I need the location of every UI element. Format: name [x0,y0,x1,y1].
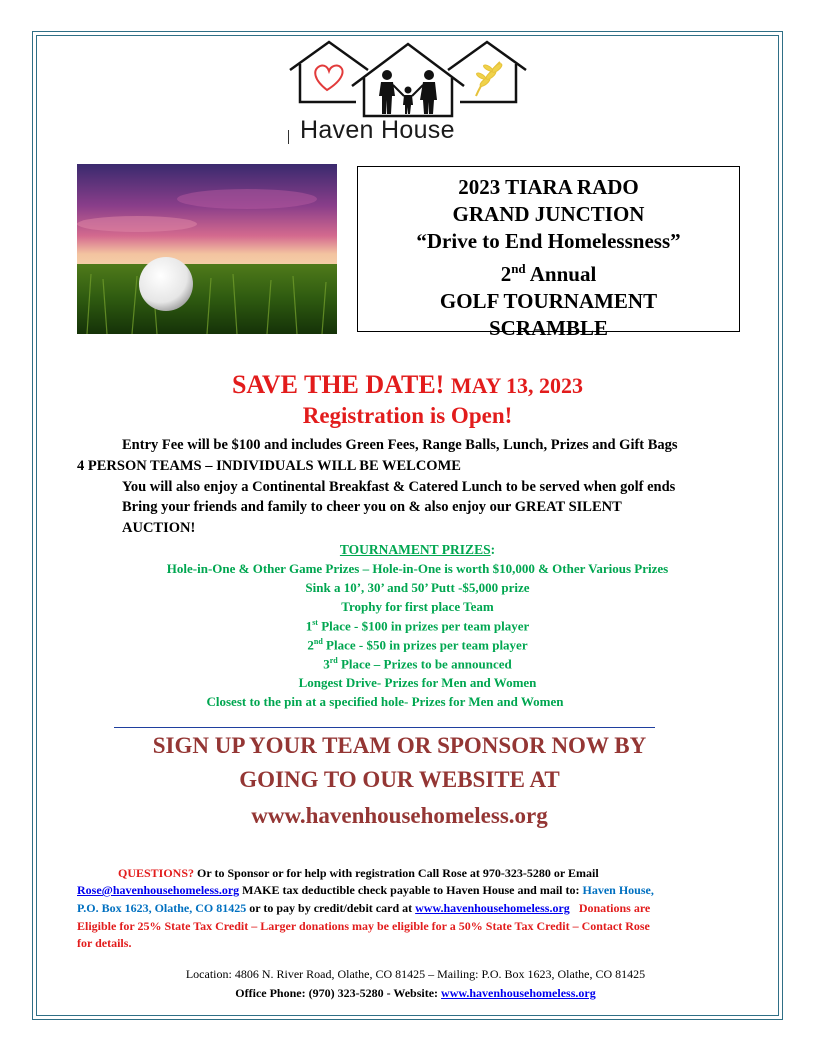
questions-line2: Rose@havenhousehomeless.org MAKE tax deductible check payable to Haven House and mail to: Haven House, [77,883,654,897]
title-line-year: 2023 TIARA RADO [458,175,639,199]
divider-line [114,727,655,728]
email-link[interactable]: Rose@havenhousehomeless.org [77,883,240,897]
signup-line2: GOING TO OUR WEBSITE AT [239,767,560,792]
signup-website[interactable]: www.havenhousehomeless.org [251,803,548,828]
signup-line1: SIGN UP YOUR TEAM OR SPONSOR NOW BY [152,733,647,758]
friends-text-line1: Bring your friends and family to cheer you on & also enjoy our GREAT SILENT [122,499,622,515]
prize-third-place: 3rd Place – Prizes to be announced [323,656,512,672]
questions-line1: QUESTIONS? Or to Sponsor or for help with registration Call Rose at 970-323-5280 or Email [118,866,599,880]
donations-line2: Eligible for 25% State Tax Credit – Larger donations may be eligible for a 50% State Tax Credit – Contact Rose [77,919,650,933]
prize-putt: Sink a 10’, 30’ and 50’ Putt -$5,000 prize [305,580,530,595]
title-line-city: GRAND JUNCTION [452,202,645,226]
logo-wordmark: Haven House [300,116,455,144]
breakfast-text: You will also enjoy a Continental Breakfast & Catered Lunch to be served when golf ends [122,479,676,495]
footer-website-link[interactable]: www.havenhousehomeless.org [441,986,596,1000]
donations-line3: for details. [77,936,132,950]
golf-ball-photo [77,164,337,334]
logo-cursor-bar [288,130,289,144]
friends-text-line2: AUCTION! [122,520,196,536]
prize-trophy: Trophy for first place Team [341,599,494,614]
entry-fee-text: Entry Fee will be $100 and includes Green Fees, Range Balls, Lunch, Prizes and Gift Bags [122,437,678,453]
prize-first-place: 1st Place - $100 in prizes per team player [305,618,530,634]
prizes-heading: TOURNAMENT PRIZES: [339,542,496,557]
mailing-address-2: P.O. Box 1623, Olathe, CO 81425 [77,901,247,915]
heart-icon [315,65,342,90]
prize-second-place: 2nd Place - $50 in prizes per team player [307,637,528,653]
title-line-annual: 2nd Annual [500,261,597,286]
prize-closest-pin: Closest to the pin at a specified hole- Prizes for Men and Women [206,694,564,709]
title-line-scramble: SCRAMBLE [488,316,609,340]
title-line-tournament: GOLF TOURNAMENT [439,289,658,313]
mailing-address-1: Haven House, [582,883,654,897]
wheat-icon [476,62,504,96]
payment-website-link[interactable]: www.havenhousehomeless.org [415,901,570,915]
prize-longest-drive: Longest Drive- Prizes for Men and Women [298,675,537,690]
title-line-slogan: “Drive to End Homelessness” [416,229,681,253]
footer-office: Office Phone: (970) 323-5280 - Website: www.havenhousehomeless.org [235,986,596,1000]
save-the-date-heading: SAVE THE DATE! MAY 13, 2023 [231,370,584,399]
house-right [448,42,526,102]
family-icon [379,70,437,114]
questions-label: QUESTIONS? [118,866,195,880]
registration-open-heading: Registration is Open! [302,403,513,428]
prize-hole-in-one: Hole-in-One & Other Game Prizes – Hole-in-One is worth $10,000 & Other Various Prizes [166,561,669,576]
footer-location: Location: 4806 N. River Road, Olathe, CO 81425 – Mailing: P.O. Box 1623, Olathe, CO 81425 [185,967,646,981]
questions-line3: P.O. Box 1623, Olathe, CO 81425 or to pay by credit/debit card at www.havenhousehomeless.org Donations are [77,901,651,915]
tournament-title-box [357,166,740,340]
teams-text: 4 PERSON TEAMS – INDIVIDUALS WILL BE WELCOME [77,458,461,474]
